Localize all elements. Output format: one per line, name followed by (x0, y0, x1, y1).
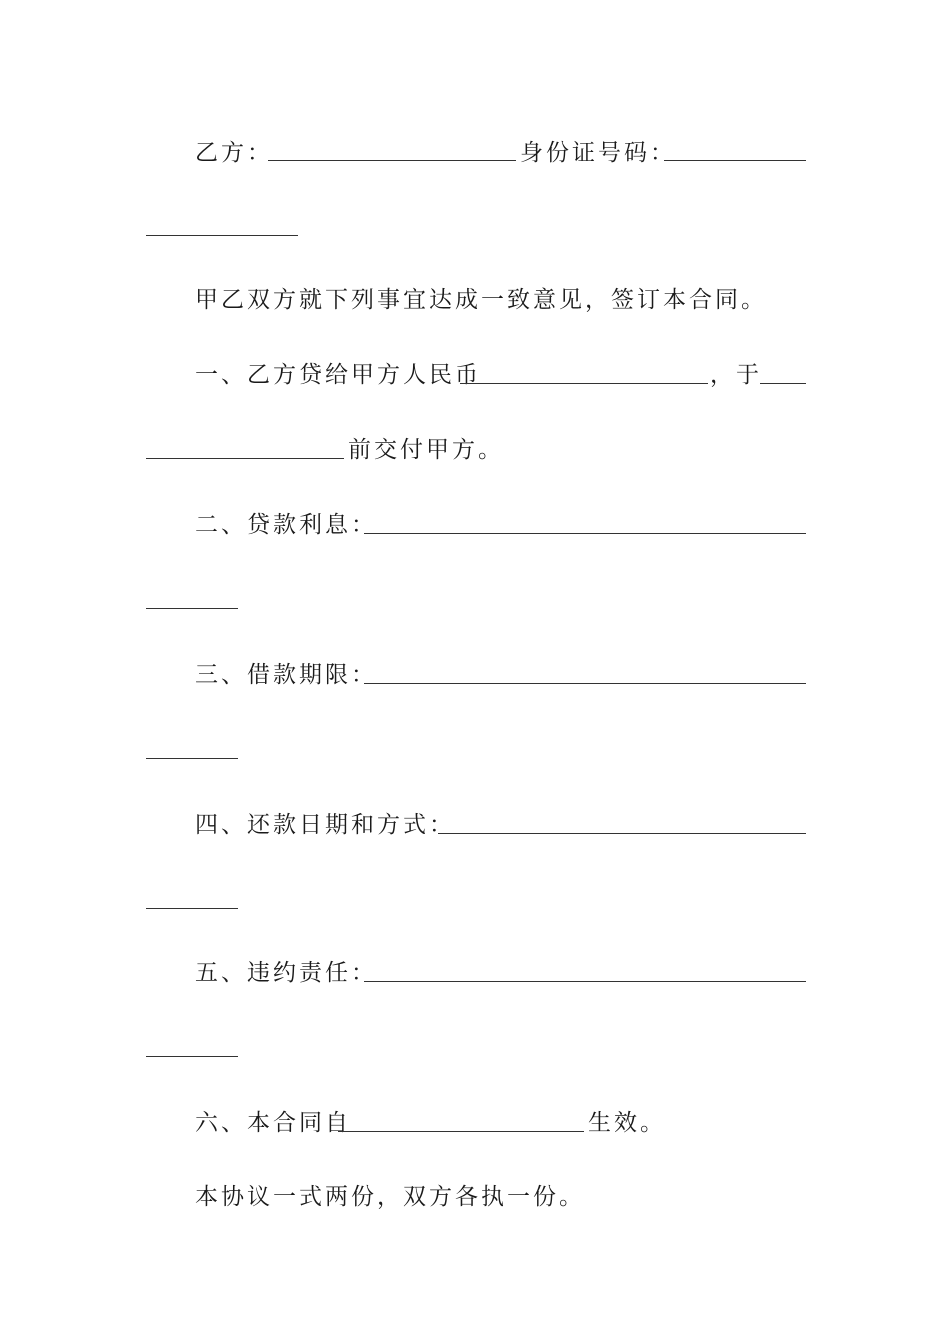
contract-intro: 甲乙双方就下列事宜达成一致意见，签订本合同。 (195, 287, 767, 313)
clause2-label: 二、贷款利息： (195, 512, 377, 538)
clause5-liability-blank (364, 981, 806, 982)
clause1-amount-blank (460, 383, 708, 384)
clause1-date-blank (760, 383, 806, 384)
clause6-date-blank (338, 1131, 584, 1132)
clause2-interest-blank-continued (146, 608, 238, 609)
clause3-term-blank (364, 683, 806, 684)
party-b-id-label: 身份证号码： (520, 140, 676, 166)
clause1-prefix: 一、乙方贷给甲方人民币 (195, 362, 481, 388)
party-b-id-blank (664, 160, 806, 161)
clause1-middle: ，于 (710, 362, 762, 388)
clause4-repayment-blank-continued (146, 908, 238, 909)
clause1-suffix: 前交付甲方。 (348, 437, 504, 463)
clause5-label: 五、违约责任： (195, 960, 377, 986)
clause3-term-blank-continued (146, 758, 238, 759)
clause6-prefix: 六、本合同自 (195, 1110, 351, 1136)
party-b-id-blank-continued (146, 235, 298, 236)
clause5-liability-blank-continued (146, 1056, 238, 1057)
party-b-name-blank (268, 160, 516, 161)
clause4-repayment-blank (438, 833, 806, 834)
clause1-date-blank-continued (146, 458, 344, 459)
closing-statement: 本协议一式两份，双方各执一份。 (195, 1184, 585, 1210)
party-b-label: 乙方： (195, 140, 273, 166)
clause4-label: 四、还款日期和方式： (195, 812, 455, 838)
clause2-interest-blank (364, 533, 806, 534)
clause3-label: 三、借款期限： (195, 662, 377, 688)
clause6-suffix: 生效。 (588, 1110, 666, 1136)
